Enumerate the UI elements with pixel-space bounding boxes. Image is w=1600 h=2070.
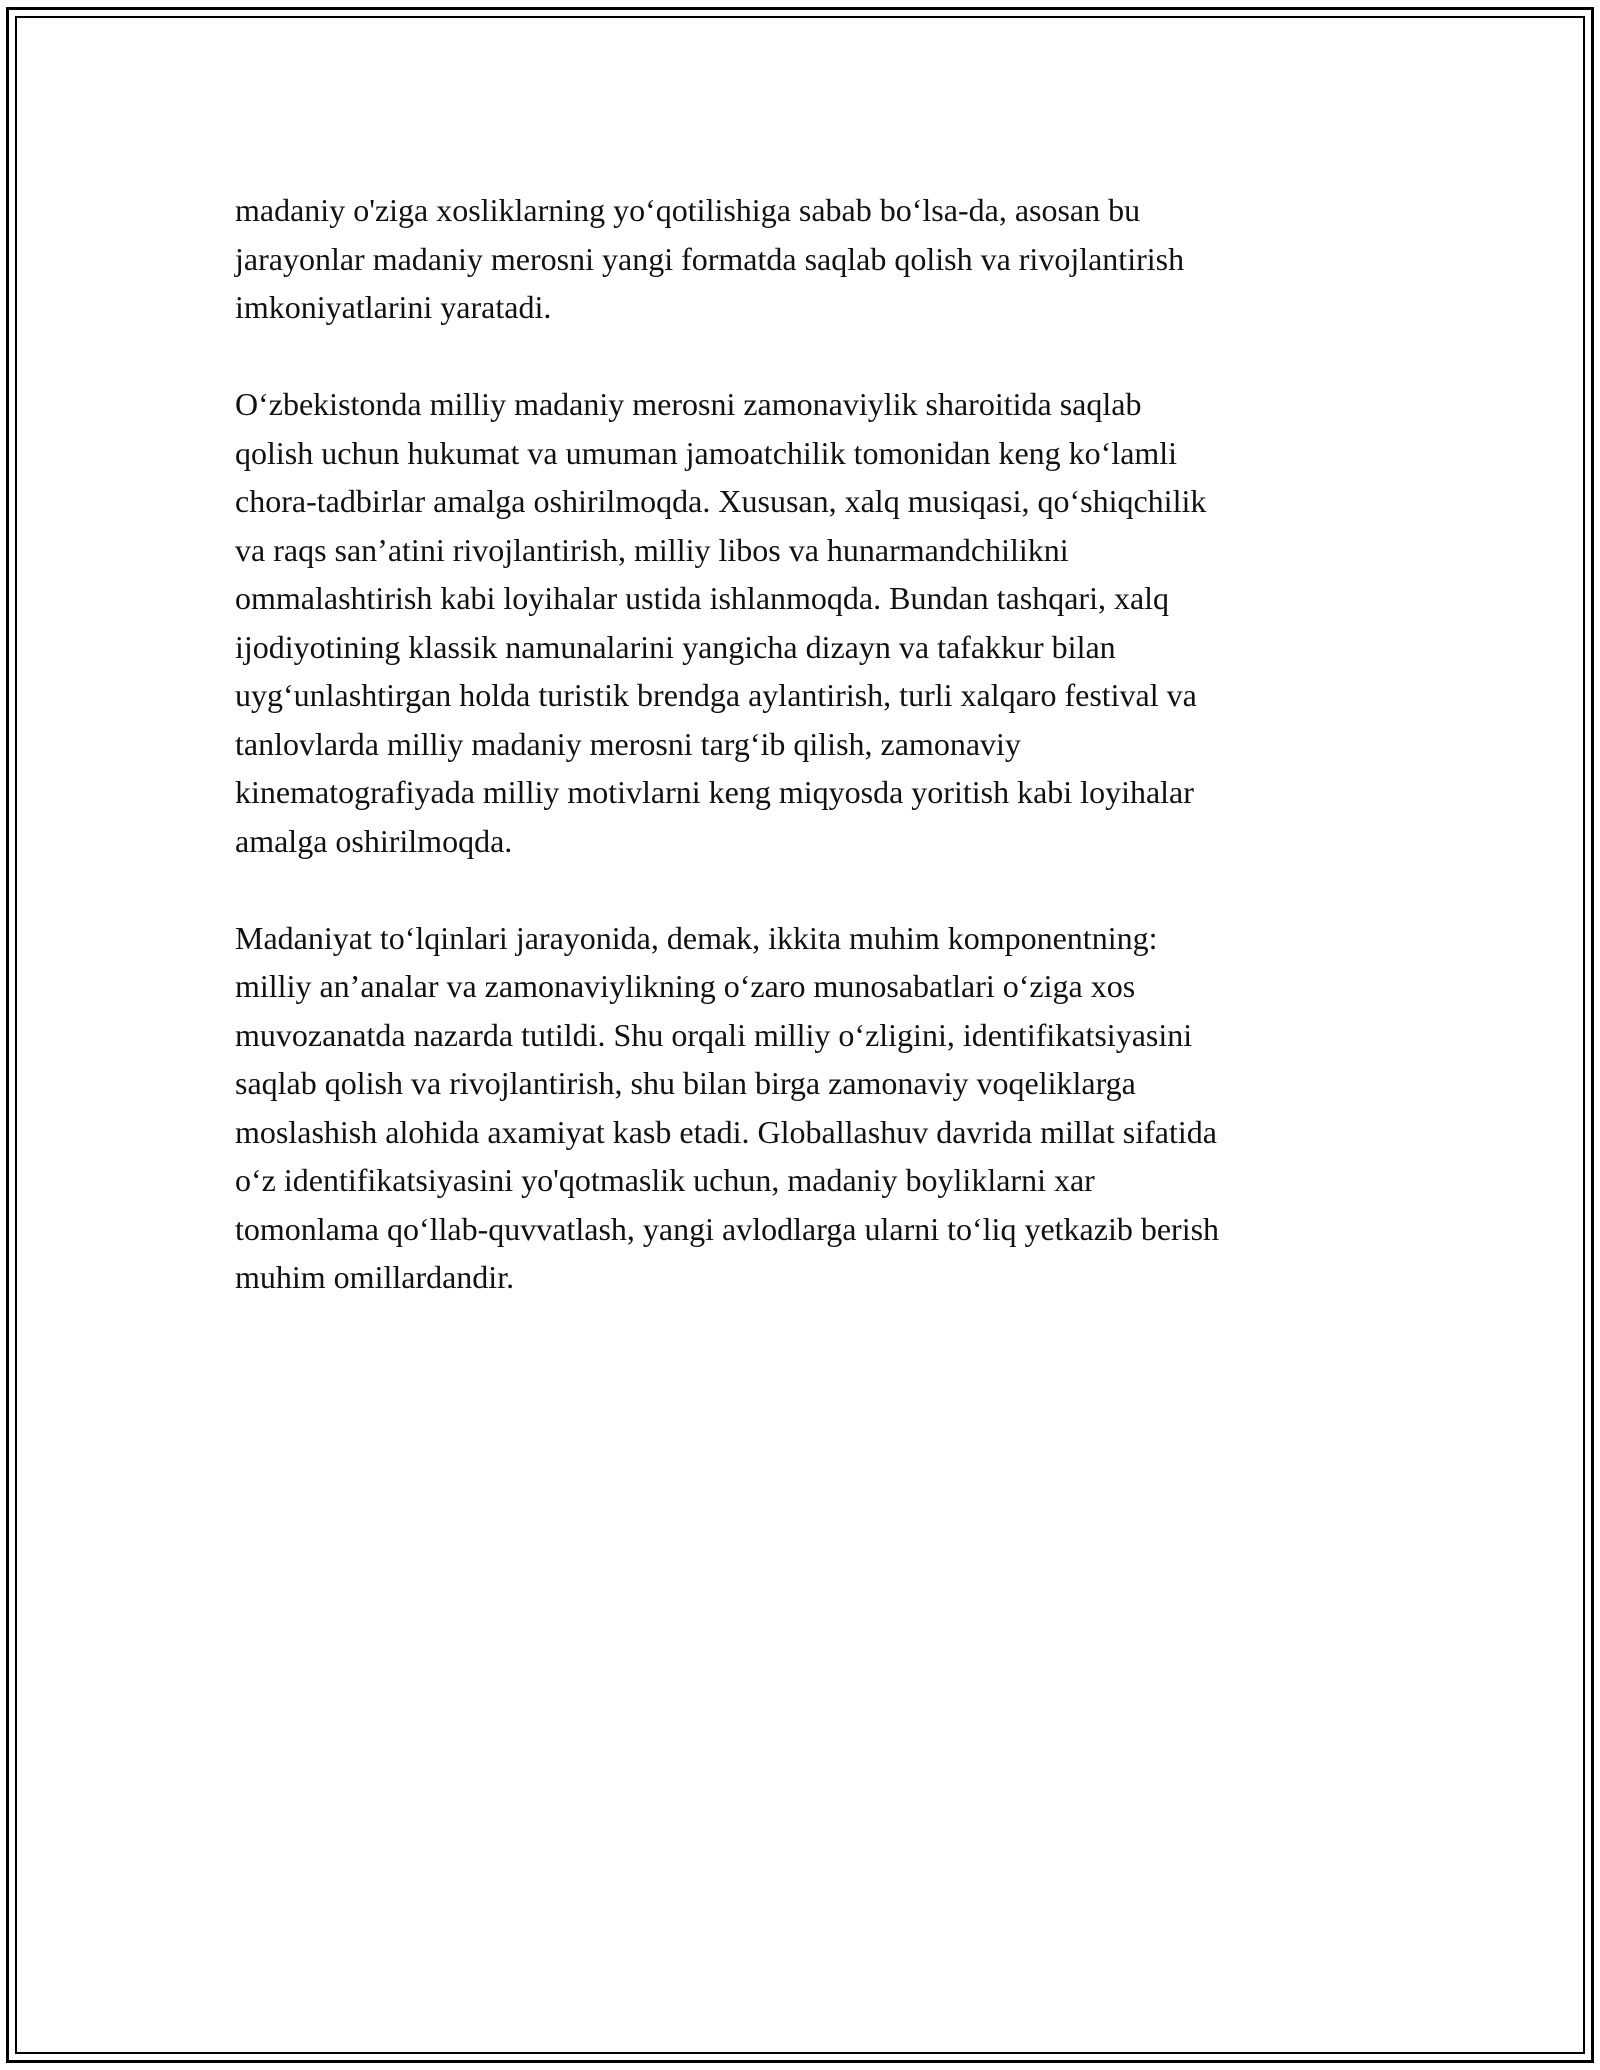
- paragraph-1: madaniy o'ziga xosliklarning yo‘qotilishiga sabab bo‘lsa-da, asosan bu jarayonlar madaniy merosni yangi formatda saqlab qolish va rivojlantirish imkoniyatlarini yaratadi.: [235, 192, 1185, 325]
- paragraph-3: Madaniyat to‘lqinlari jarayonida, demak, ikkita muhim komponentning: milliy an’analar va zamonaviylikning o‘zaro munosabatlari o‘ziga xos muvozanatda nazarda tutildi. Shu orqali milliy o‘zligini, identifikatsiyasini saqlab qolish va rivojlantirish, shu bilan birga zamonaviy voqeliklarga moslashish alohida axamiyat kasb etadi. Globallashuv davrida millat sifatida o‘z identifikatsiyasini yo'qotmaslik uchun, madaniy boyliklarni xar tomonlama qo‘llab-quvvatlash, yangi avlodlarga ularni to‘liq yetkazib berish muhim omillardandir.: [235, 919, 1220, 1295]
- paragraph-2: O‘zbekistonda milliy madaniy merosni zamonaviylik sharoitida saqlab qolish uchun hukumat va umuman jamoatchilik tomonidan keng ko‘lamli chora-tadbirlar amalga oshirilmoqda. Xususan, xalq musiqasi, qo‘shiqchilik va raqs san’atini rivojlantirish, milliy libos va hunarmandchilikni ommalashtirish kabi loyihalar ustida ishlanmoqda. Bundan tashqari, xalq ijodiyotining klassik namunalarini yangicha dizayn va tafakkur bilan uyg‘unlashtirgan holda turistik brendga aylantirish, turli xalqaro festival va tanlovlarda milliy madaniy merosni targ‘ib qilish, zamonaviy kinematografiyada milliy motivlarni keng miqyosda yoritish kabi loyihalar amalga oshirilmoqda.: [235, 386, 1207, 859]
- document-body: [235, 186, 1375, 1350]
